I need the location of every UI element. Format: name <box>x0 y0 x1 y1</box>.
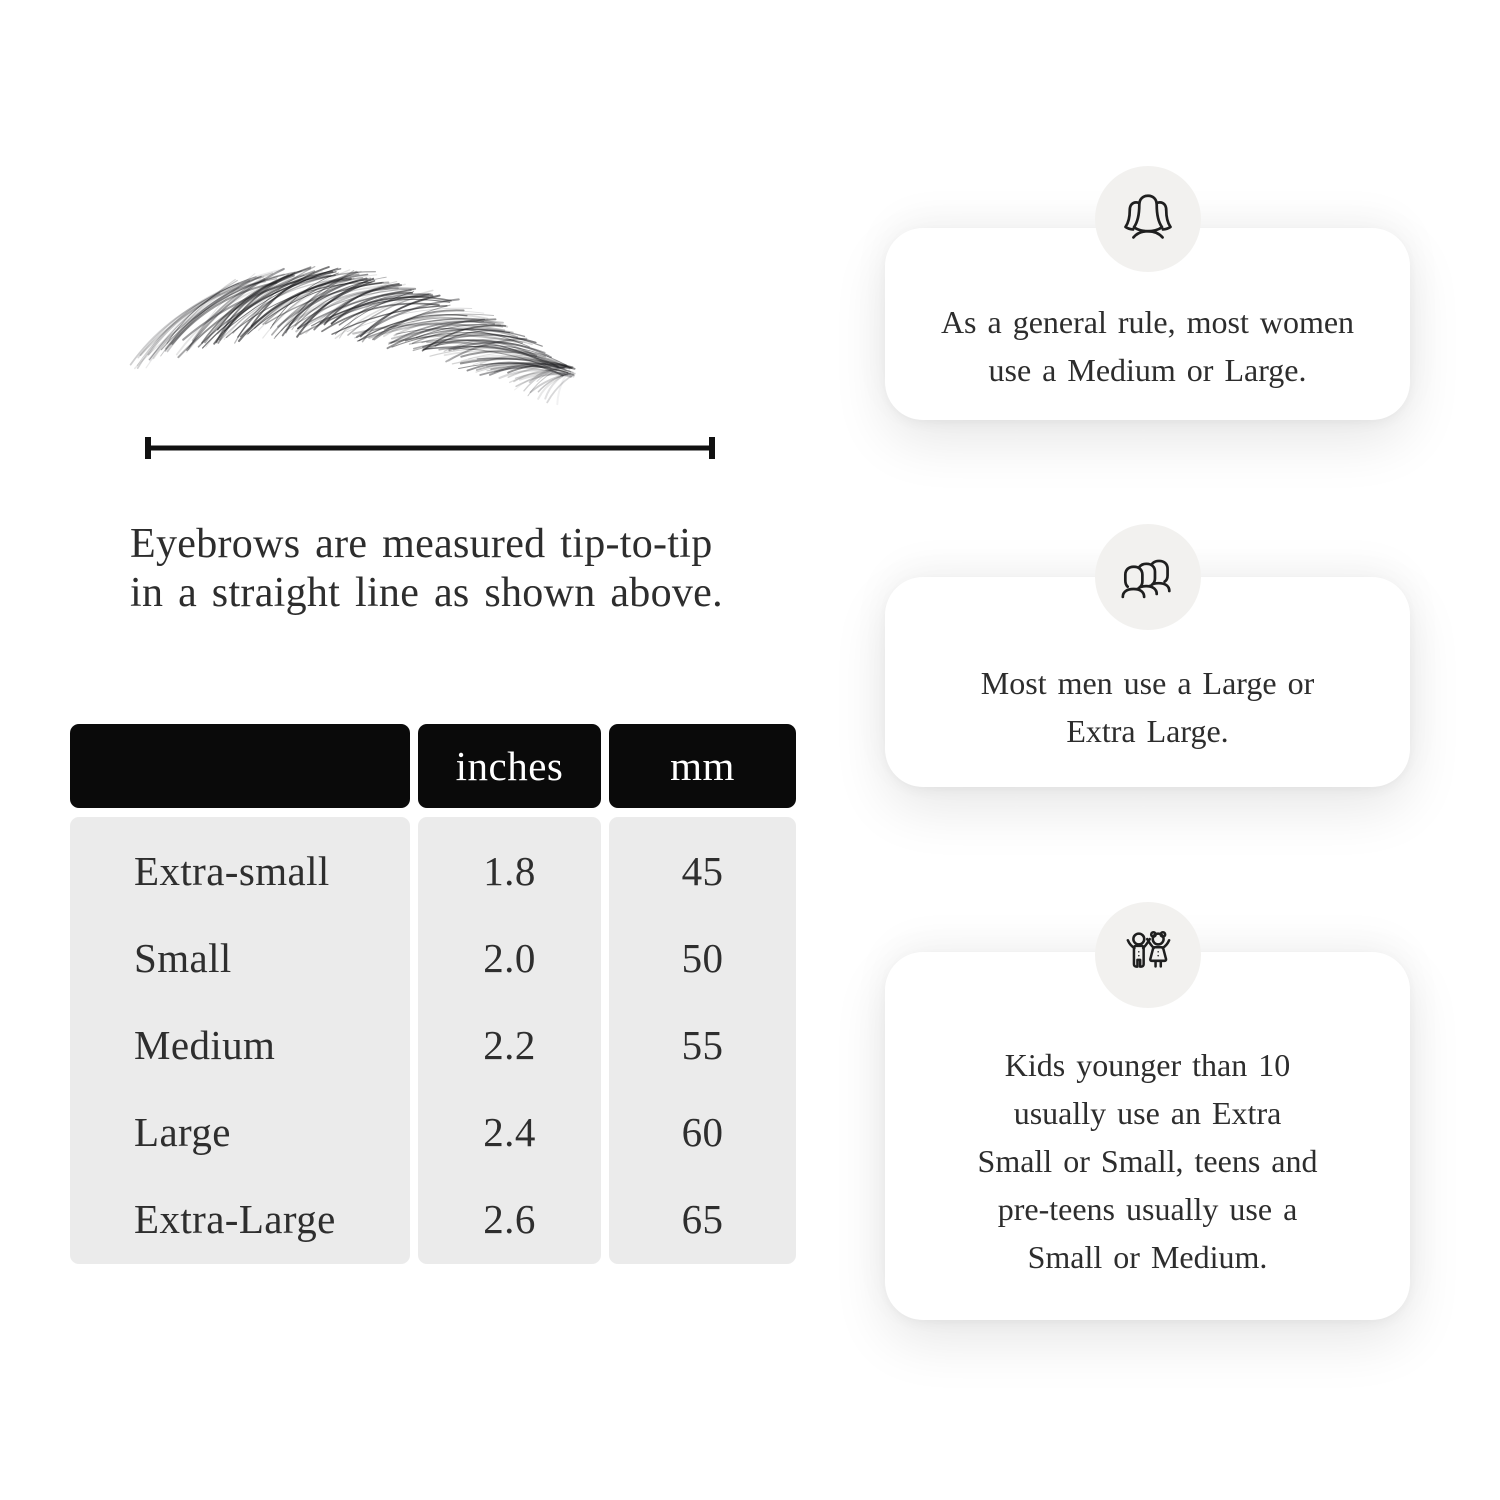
table-row-label: Extra-Large <box>134 1195 336 1242</box>
card-text-line: use a Medium or Large. <box>988 352 1307 388</box>
children-icon <box>1095 902 1201 1008</box>
table-header-sizes <box>70 724 410 808</box>
table-header-mm: mm <box>609 724 796 808</box>
table-cell-inches: 2.2 <box>483 1021 536 1068</box>
table-cell-mm: 65 <box>681 1195 724 1242</box>
table-row-label: Small <box>134 934 232 981</box>
table-column-labels <box>70 817 410 1264</box>
table-cell-mm: 55 <box>681 1021 724 1068</box>
card-text-line: Kids younger than 10 <box>1004 1047 1291 1083</box>
measurement-caption <box>130 520 790 618</box>
card-kids <box>885 952 1410 1320</box>
caption-line-1: Eyebrows are measured tip-to-tip <box>130 521 713 567</box>
card-text-line: Most men use a Large or <box>980 665 1315 701</box>
children-icon-svg <box>1117 924 1179 986</box>
table-cell-inches: 2.0 <box>483 934 536 981</box>
table-cell-inches: 1.8 <box>483 847 536 894</box>
table-row-label: Large <box>134 1108 231 1155</box>
card-text-line: pre-teens usually use a <box>997 1191 1298 1227</box>
table-column-inches <box>418 817 601 1264</box>
men-group-icon-svg <box>1117 546 1179 608</box>
table-header-inches: inches <box>418 724 601 808</box>
caption-line-2: in a straight line as shown above. <box>130 570 723 616</box>
table-column-mm <box>609 817 796 1264</box>
card-women <box>885 228 1410 420</box>
table-row-label: Medium <box>134 1021 276 1068</box>
card-text-line: Small or Medium. <box>1027 1239 1268 1275</box>
table-cell-mm: 50 <box>681 934 724 981</box>
eyebrow-illustration <box>113 243 583 411</box>
table-row-label: Extra-small <box>134 847 330 894</box>
card-text-line: Extra Large. <box>1066 713 1229 749</box>
card-men <box>885 577 1410 787</box>
size-table <box>70 724 796 1264</box>
women-group-icon <box>1095 166 1201 272</box>
table-cell-inches: 2.4 <box>483 1108 536 1155</box>
card-text-line: usually use an Extra <box>1013 1095 1282 1131</box>
men-group-icon <box>1095 524 1201 630</box>
women-group-icon-svg <box>1117 188 1179 250</box>
card-text-line: As a general rule, most women <box>940 304 1355 340</box>
measurement-line <box>144 434 716 462</box>
table-cell-inches: 2.6 <box>483 1195 536 1242</box>
table-cell-mm: 60 <box>681 1108 724 1155</box>
table-cell-mm: 45 <box>681 847 724 894</box>
card-text-line: Small or Small, teens and <box>977 1143 1318 1179</box>
eyebrow-sketch-svg <box>113 243 583 411</box>
